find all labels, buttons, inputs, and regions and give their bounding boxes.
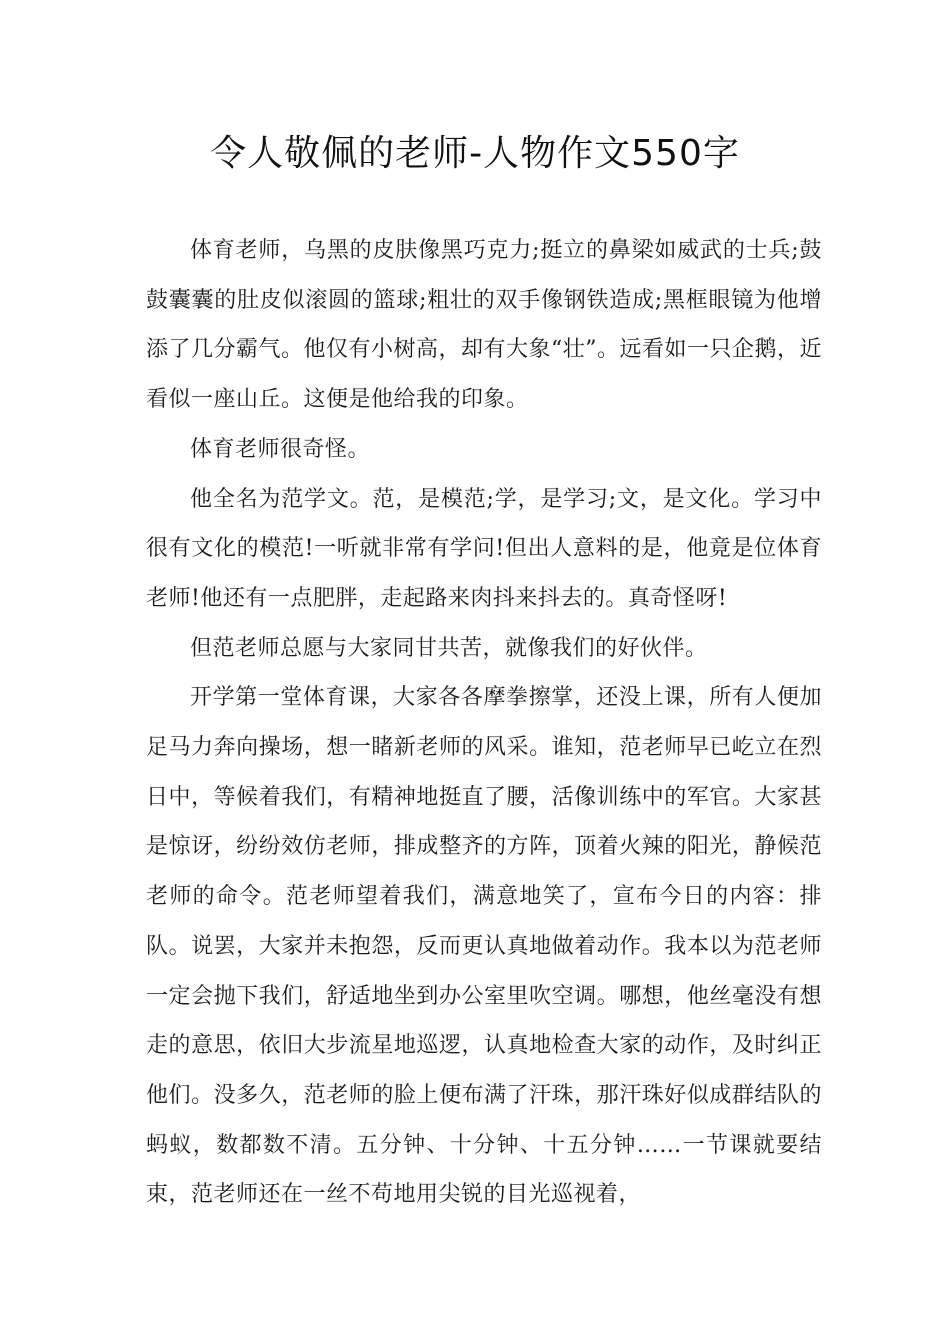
- paragraph-name: 他全名为范学文。范，是模范;学，是学习;文，是文化。学习中很有文化的模范!一听就非常有学问!但出人意料的是，他竟是位体育老师!他还有一点肥胖，走起路来肉抖来抖去的。真奇怪呀!: [146, 486, 822, 611]
- paragraph-first-class: 开学第一堂体育课，大家各各摩拳擦掌，还没上课，所有人便加足马力奔向操场，想一睹新老师的风采。谁知，范老师早已屹立在烈日中，等候着我们，有精神地挺直了腰，活像训练中的军官。大家甚是惊讶，纷纷效仿老师，排成整齐的方阵，顶着火辣的阳光，静候范老师的命令。范老师望着我们，满意地笑了，宣布今日的内容：排队。说罢，大家并未抱怨，反而更认真地做着动作。我本以为范老师一定会抛下我们，舒适地坐到办公室里吹空调。哪想，他丝毫没有想走的意思，依旧大步流星地巡逻，认真地检查大家的动作，及时纠正他们。没多久，范老师的脸上便布满了汗珠，那汗珠好似成群结队的蚂蚁，数都数不清。五分钟、十分钟、十五分钟……一节课就要结束，范老师还在一丝不苟地用尖锐的目光巡视着，: [146, 685, 822, 1208]
- paragraph-companion: 但范老师总愿与大家同甘共苦，就像我们的好伙伴。: [190, 635, 708, 661]
- paragraph-appearance: 体育老师，乌黑的皮肤像黑巧克力;挺立的鼻梁如威武的士兵;鼓鼓囊囊的肚皮似滚圆的篮球;粗壮的双手像钢铁造成;黑框眼镜为他增添了几分霸气。他仅有小树高，却有大象“壮”。远看如一只企鹅，近看似一座山丘。这便是他给我的印象。: [146, 238, 822, 413]
- paragraph-strange: 体育老师很奇怪。: [190, 436, 371, 462]
- document-title: 令人敬佩的老师-人物作文550字: [210, 133, 740, 174]
- document-body: [146, 226, 822, 1220]
